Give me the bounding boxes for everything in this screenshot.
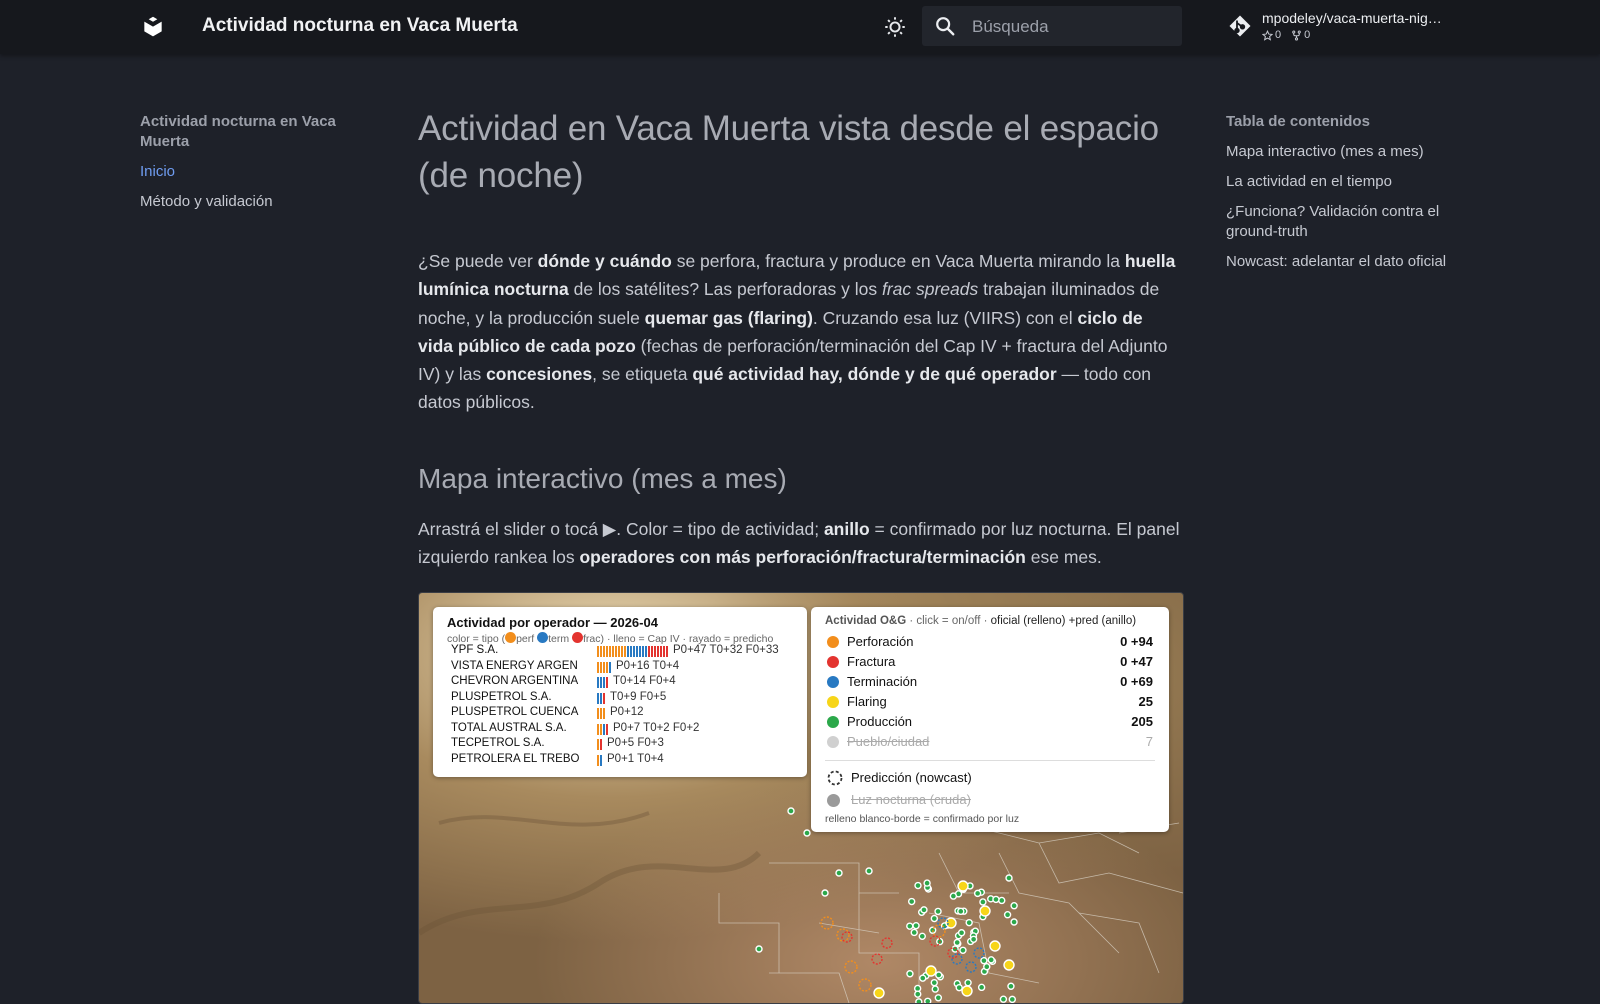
production-marker[interactable]: [999, 897, 1005, 903]
main-content: [418, 105, 1182, 571]
production-marker[interactable]: [916, 999, 922, 1003]
legend-item-perforacion[interactable]: Perforación 0 +94: [827, 634, 1153, 652]
production-marker[interactable]: [1000, 996, 1006, 1002]
flaring-marker[interactable]: [1004, 960, 1014, 970]
operator-counts: P0+47 T0+32 F0+33: [673, 644, 779, 656]
production-marker[interactable]: [931, 980, 937, 986]
production-marker[interactable]: [1006, 875, 1012, 881]
frac-bar: [603, 693, 605, 704]
production-marker[interactable]: [988, 957, 994, 963]
perf-bar: [600, 724, 602, 735]
production-marker[interactable]: [822, 890, 828, 896]
perf-bar: [597, 755, 599, 766]
fork-count: 0: [1304, 29, 1311, 41]
perf-bar: [600, 708, 602, 719]
legend-header: Actividad O&G · click = on/off · oficial (relleno) +pred (anillo): [825, 615, 1137, 627]
production-marker[interactable]: [804, 830, 810, 836]
production-marker[interactable]: [971, 936, 977, 942]
production-marker[interactable]: [907, 971, 913, 977]
perf-bar: [597, 708, 599, 719]
perforacion-dot-icon: [827, 636, 839, 648]
production-marker[interactable]: [866, 868, 872, 874]
toc-item-actividad[interactable]: La actividad en el tiempo: [1226, 173, 1392, 190]
production-marker[interactable]: [909, 899, 915, 905]
legend-item-prediccion[interactable]: Predicción (nowcast): [827, 770, 1153, 788]
git-icon: [1228, 14, 1252, 38]
search-box[interactable]: [922, 6, 1182, 46]
map-instructions: Arrastrá el slider o tocá ▶. Color = tipo de actividad; anillo = confirmado por luz nocturna. El panel izquierdo rankea los operadores con más perforación/fractura/terminación ese mes.: [418, 518, 1180, 568]
production-marker[interactable]: [788, 808, 794, 814]
flaring-marker[interactable]: [962, 986, 972, 996]
operator-counts: T0+9 F0+5: [610, 690, 667, 703]
repo-stats: [1262, 29, 1310, 41]
perf-bar: [603, 646, 605, 657]
production-marker[interactable]: [956, 985, 962, 991]
frac-bar: [663, 646, 665, 657]
terminacion-dot-icon: [827, 676, 839, 688]
legend-footer: relleno blanco-borde = confirmado por luz: [825, 813, 1020, 825]
operator-counts: P0+16 T0+4: [616, 659, 680, 672]
table-of-contents: [1226, 112, 1486, 282]
legend-item-produccion[interactable]: Producción 205: [827, 714, 1153, 732]
legend-item-luz-nocturna[interactable]: Luz nocturna (cruda): [827, 792, 1153, 810]
perf-bar: [600, 662, 602, 673]
legend-divider: [825, 760, 1155, 761]
top-header: [0, 0, 1600, 54]
term-bar: [633, 646, 635, 657]
star-icon: [1262, 30, 1273, 41]
perf-bar: [600, 646, 602, 657]
ops-title: Actividad por operador — 2026-04: [447, 615, 658, 630]
star-count: 0: [1275, 29, 1282, 41]
raw-light-dot-icon: [827, 794, 840, 807]
toc-item-nowcast[interactable]: Nowcast: adelantar el dato oficial: [1226, 253, 1447, 270]
production-marker[interactable]: [981, 958, 987, 964]
term-bar: [627, 646, 629, 657]
term-bar: [630, 646, 632, 657]
production-marker[interactable]: [915, 991, 921, 997]
fork-icon: [1291, 30, 1302, 41]
frac-bar: [660, 646, 662, 657]
production-marker[interactable]: [993, 896, 999, 902]
production-marker[interactable]: [965, 980, 971, 986]
perf-bar: [624, 646, 626, 657]
frac-bar: [648, 646, 650, 657]
term-bar: [600, 693, 602, 704]
production-marker[interactable]: [925, 998, 931, 1003]
legend-item-flaring[interactable]: Flaring 25: [827, 694, 1153, 712]
production-marker[interactable]: [958, 908, 964, 914]
legend-item-pueblo-ciudad[interactable]: Pueblo/ciudad 7: [827, 734, 1153, 752]
flaring-marker[interactable]: [958, 881, 968, 891]
frac-bar: [666, 646, 668, 657]
perf-bar: [597, 646, 599, 657]
operator-ranking-panel: [433, 607, 807, 777]
term-bar: [600, 677, 602, 688]
operator-counts: T0+14 F0+4: [613, 675, 676, 687]
legend-item-fractura[interactable]: Fractura 0 +47: [827, 654, 1153, 672]
operator-name: PETROLERA EL TREBO: [451, 752, 580, 765]
production-marker[interactable]: [980, 899, 986, 905]
perf-bar: [606, 646, 608, 657]
production-marker[interactable]: [915, 883, 921, 889]
activity-legend-panel: [811, 607, 1169, 832]
production-marker[interactable]: [960, 947, 966, 953]
term-bar: [600, 755, 602, 766]
term-bar: [597, 693, 599, 704]
perf-dot-icon: [505, 632, 516, 643]
production-marker[interactable]: [911, 929, 917, 935]
frac-bar: [606, 724, 608, 735]
production-marker[interactable]: [935, 908, 941, 914]
production-marker[interactable]: [920, 975, 926, 981]
perf-bar: [621, 646, 623, 657]
production-marker[interactable]: [1005, 912, 1011, 918]
operator-activity-bars: [597, 755, 602, 766]
production-marker[interactable]: [984, 964, 990, 970]
interactive-map[interactable]: [418, 592, 1184, 1004]
frac-bar: [600, 739, 602, 750]
perf-bar: [606, 662, 608, 673]
brightness-icon[interactable]: [882, 14, 908, 40]
production-marker[interactable]: [950, 893, 956, 899]
production-marker[interactable]: [756, 946, 762, 952]
production-marker[interactable]: [1011, 919, 1017, 925]
perf-bar: [618, 646, 620, 657]
term-bar: [639, 646, 641, 657]
production-marker[interactable]: [966, 920, 972, 926]
frac-bar: [651, 646, 653, 657]
production-marker[interactable]: [936, 972, 942, 978]
toc-item-validacion[interactable]: ¿Funciona? Validación contra el ground-truth: [1226, 203, 1440, 240]
term-bar: [642, 646, 644, 657]
frac-dot-icon: [572, 632, 583, 643]
term-bar: [603, 724, 605, 735]
operator-counts: P0+5 F0+3: [607, 737, 664, 749]
production-marker[interactable]: [931, 916, 937, 922]
repo-link[interactable]: [1228, 10, 1478, 46]
term-bar: [645, 646, 647, 657]
nav-title: Actividad nocturna en Vaca Muerta: [140, 113, 336, 150]
toc-item-mapa[interactable]: Mapa interactivo (mes a mes): [1226, 143, 1424, 160]
book-icon[interactable]: [140, 14, 166, 40]
search-input[interactable]: [970, 13, 1174, 41]
frac-bar: [606, 677, 608, 688]
toc-title: Tabla de contenidos: [1226, 113, 1370, 130]
operator-name: VISTA ENERGY ARGEN: [451, 659, 578, 672]
production-marker[interactable]: [1011, 903, 1017, 909]
pueblo-dot-icon: [827, 736, 839, 748]
operator-name: TOTAL AUSTRAL S.A.: [451, 721, 567, 734]
operator-activity-bars: [597, 646, 668, 657]
production-marker[interactable]: [921, 907, 927, 913]
production-marker[interactable]: [913, 923, 919, 929]
operator-activity-bars: [597, 677, 608, 688]
operator-name: YPF S.A.: [451, 644, 499, 656]
section-title-mapa: Mapa interactivo (mes a mes): [418, 462, 787, 494]
production-marker[interactable]: [975, 890, 981, 896]
flaring-marker[interactable]: [874, 988, 884, 998]
operator-name: PLUSPETROL CUENCA: [451, 706, 579, 718]
term-dot-icon: [537, 632, 548, 643]
page-title: Actividad en Vaca Muerta vista desde el espacio (de noche): [418, 109, 1159, 195]
production-marker[interactable]: [932, 986, 938, 992]
perf-bar: [597, 739, 599, 750]
dashed-ring-icon: [827, 770, 843, 786]
production-marker[interactable]: [954, 939, 960, 945]
production-marker[interactable]: [924, 880, 930, 886]
operator-activity-bars: [597, 693, 605, 704]
flaring-marker[interactable]: [980, 906, 990, 916]
repo-name[interactable]: mpodeley/vaca-muerta-nig…: [1262, 10, 1442, 26]
perf-bar: [597, 724, 599, 735]
perf-bar: [597, 662, 599, 673]
flaring-dot-icon: [827, 696, 839, 708]
nav-item-inicio[interactable]: Inicio: [140, 163, 176, 180]
perf-bar: [603, 708, 605, 719]
production-marker[interactable]: [919, 933, 925, 939]
search-icon[interactable]: [934, 15, 956, 37]
operator-activity-bars: [597, 724, 608, 735]
flaring-marker[interactable]: [990, 941, 1000, 951]
nav-item-metodo[interactable]: Método y validación: [140, 193, 273, 210]
production-marker[interactable]: [979, 984, 985, 990]
site-title[interactable]: Actividad nocturna en Vaca Muerta: [202, 15, 518, 36]
operator-counts: P0+7 T0+2 F0+2: [613, 721, 700, 734]
frac-bar: [654, 646, 656, 657]
term-bar: [603, 677, 605, 688]
primary-nav: [140, 112, 360, 222]
operator-counts: P0+1 T0+4: [607, 752, 664, 765]
term-bar: [636, 646, 638, 657]
intro-paragraph: ¿Se puede ver dónde y cuándo se perfora, fractura y produce en Vaca Muerta mirando la huella lumínica nocturna de los satélites? Las perforadoras y los frac spreads trabajan iluminados de noche, y la producción suele quemar gas (flaring). Cruzando esa luz (VIIRS) con el ciclo de vida público de cada pozo (fechas de perforación/terminación del Cap IV + fractura del Adjunto IV) y las concesiones, se etiqueta qué actividad hay, dónde y de qué operador — todo con datos públicos.: [418, 251, 1176, 413]
perf-bar: [615, 646, 617, 657]
perf-bar: [609, 646, 611, 657]
perf-bar: [612, 646, 614, 657]
perf-bar: [603, 662, 605, 673]
operator-name: CHEVRON ARGENTINA: [451, 675, 579, 687]
produccion-dot-icon: [827, 716, 839, 728]
production-marker[interactable]: [1009, 996, 1015, 1002]
ops-subtitle: color = tipo ( perf term frac) · lleno = Cap IV · rayado = predicho: [447, 633, 774, 645]
production-marker[interactable]: [1008, 983, 1014, 989]
fractura-dot-icon: [827, 656, 839, 668]
operator-activity-bars: [597, 662, 611, 673]
term-bar: [609, 662, 611, 673]
term-bar: [597, 677, 599, 688]
production-marker[interactable]: [907, 923, 913, 929]
flaring-marker[interactable]: [926, 966, 936, 976]
operator-name: TECPETROL S.A.: [451, 737, 545, 749]
operator-counts: P0+12: [610, 706, 644, 718]
legend-item-terminacion[interactable]: Terminación 0 +69: [827, 674, 1153, 692]
production-marker[interactable]: [959, 930, 965, 936]
operator-name: PLUSPETROL S.A.: [451, 690, 552, 703]
operator-activity-bars: [597, 708, 605, 719]
frac-bar: [657, 646, 659, 657]
operator-activity-bars: [597, 739, 602, 750]
production-marker[interactable]: [836, 870, 842, 876]
